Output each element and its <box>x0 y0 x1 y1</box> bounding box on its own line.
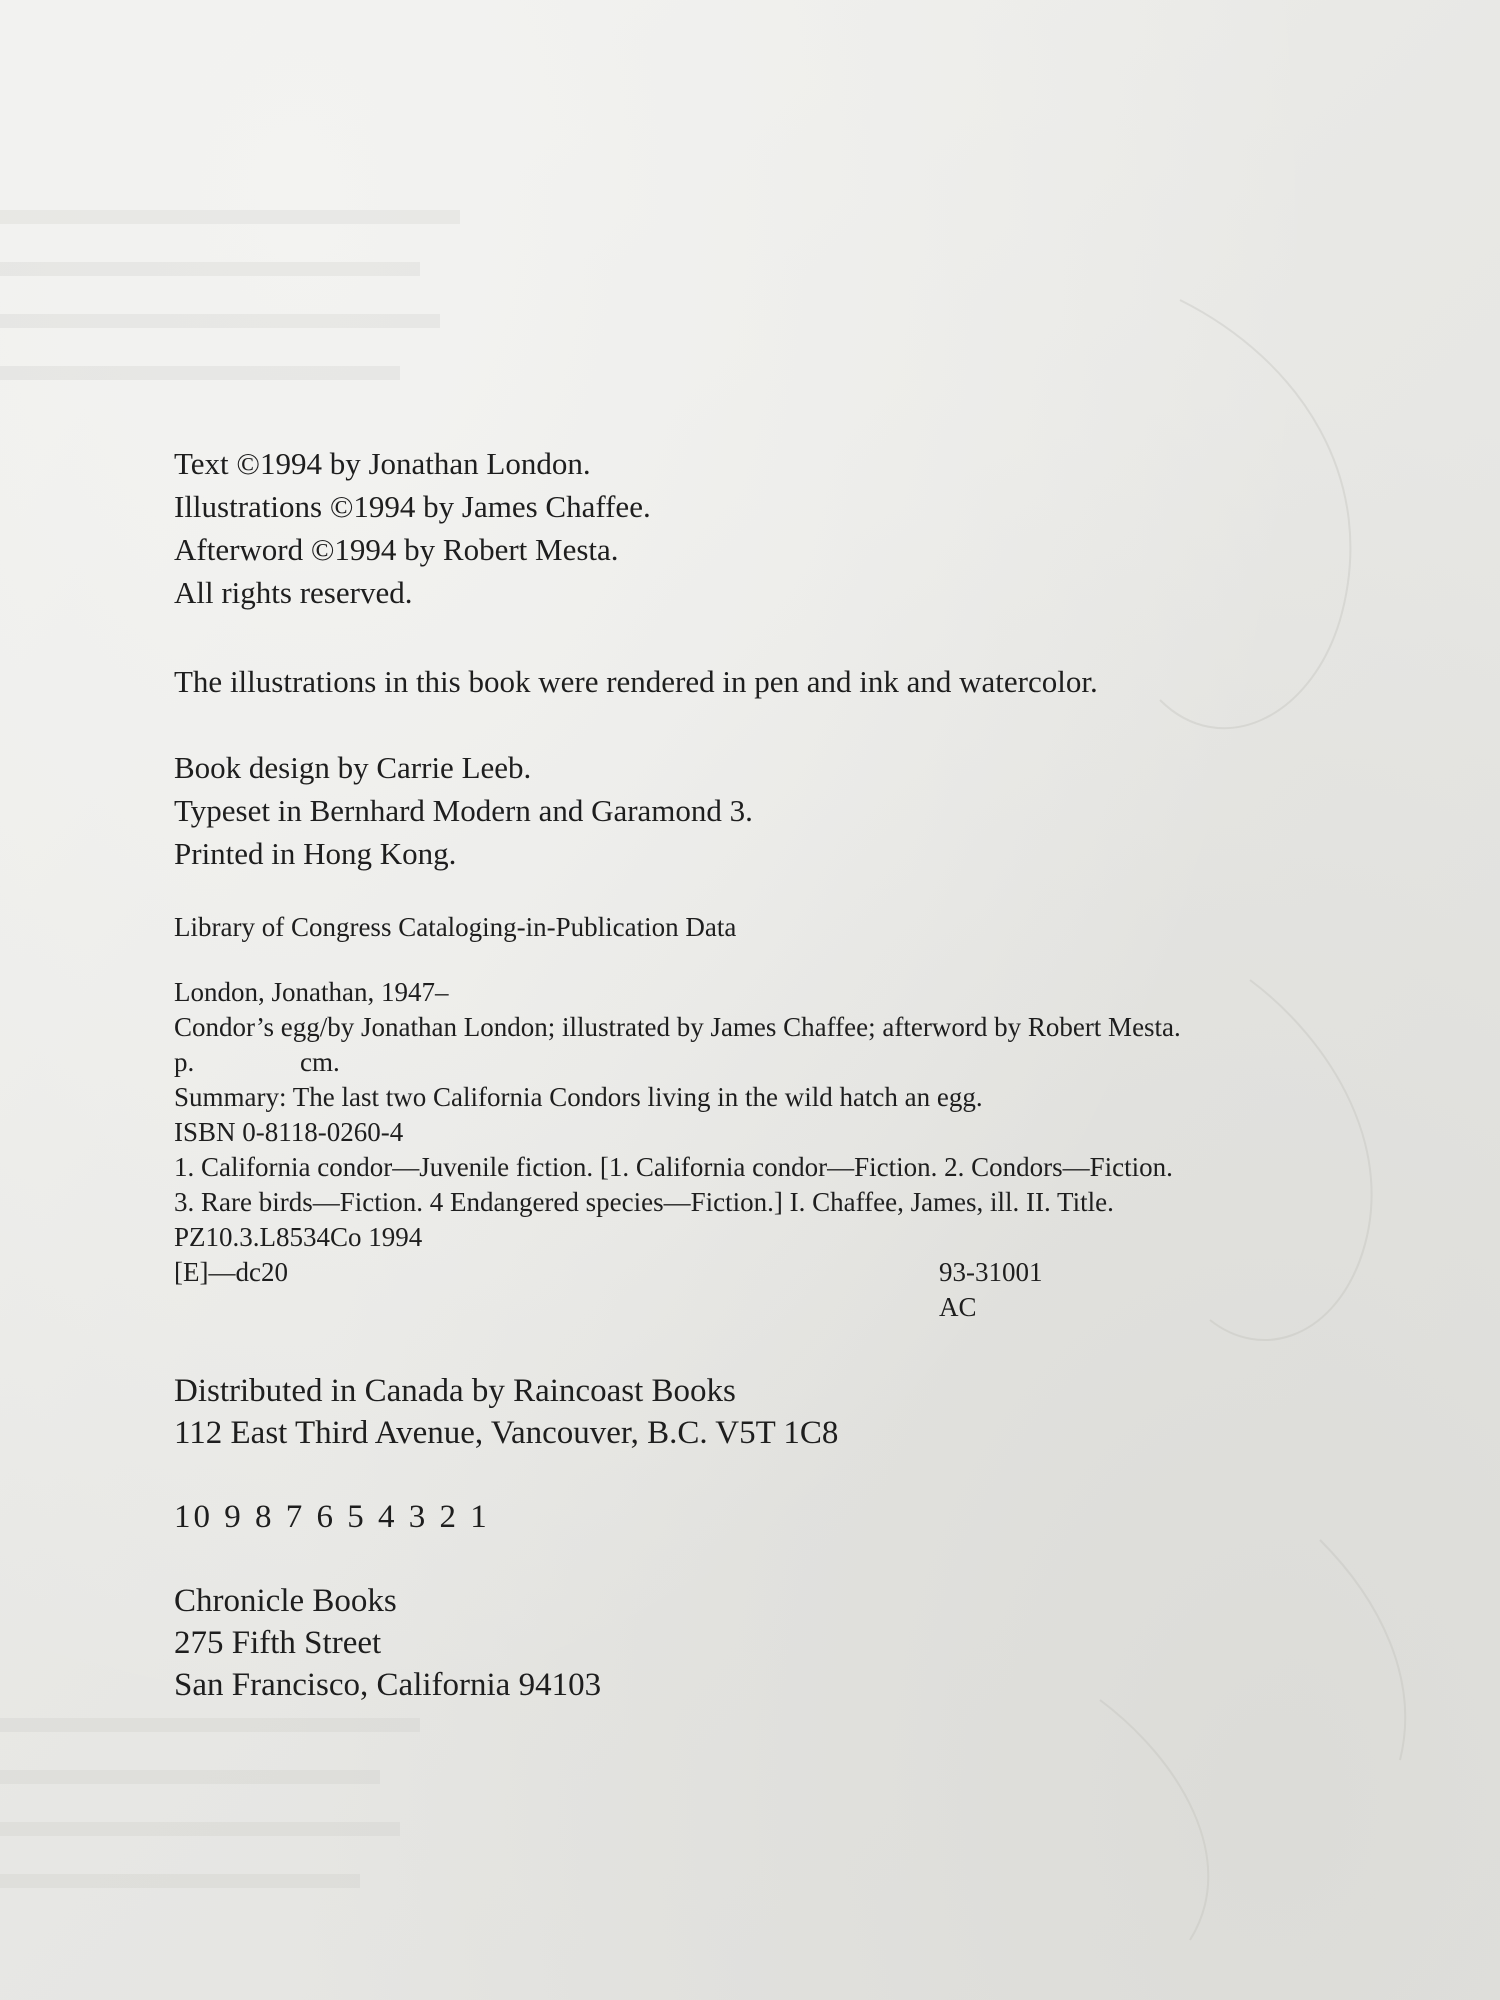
cip-classification: PZ10.3.L8534Co 1994 <box>174 1222 423 1252</box>
publisher-line: Chronicle Books <box>174 1583 397 1619</box>
cip-dewey: [E]—dc20 <box>174 1257 288 1287</box>
publisher-address <box>174 1580 601 1706</box>
printing-line <box>174 1496 490 1538</box>
cip-dewey-row <box>174 1255 1181 1290</box>
canada-distribution <box>174 1370 838 1454</box>
cip-author: London, Jonathan, 1947– <box>174 977 449 1007</box>
cip-pages: p. <box>174 1047 195 1077</box>
production-line: Book design by Carrie Leeb. <box>174 750 532 785</box>
production-credits <box>174 746 753 875</box>
production-line: Printed in Hong Kong. <box>174 836 457 871</box>
copyright-notice <box>174 442 651 614</box>
publisher-line: 275 Fifth Street <box>174 1625 382 1661</box>
cip-cm: cm. <box>300 1047 340 1077</box>
cip-ac-row <box>174 1290 1181 1325</box>
cip-ac: AC <box>939 1292 977 1322</box>
cip-isbn: ISBN 0-8118-0260-4 <box>174 1117 404 1147</box>
copyright-line: Afterword ©1994 by Robert Mesta. <box>174 532 619 567</box>
cip-subjects: 1. California condor—Juvenile fiction. [1. California condor—Fiction. 2. Condors—Fiction. <box>174 1152 1173 1182</box>
copyright-line: Text ©1994 by Jonathan London. <box>174 446 591 481</box>
publisher-line: San Francisco, California 94103 <box>174 1667 602 1703</box>
copyright-line: Illustrations ©1994 by James Chaffee. <box>174 489 651 524</box>
distribution-line: Distributed in Canada by Raincoast Books <box>174 1373 736 1409</box>
illustration-medium-note <box>174 660 1098 703</box>
medium-note-text: The illustrations in this book were rendered in pen and ink and watercolor. <box>174 664 1098 699</box>
cip-record <box>174 975 1181 1325</box>
cip-title: Condor’s egg/by Jonathan London; illustrated by James Chaffee; afterword by Robert Mesta. <box>174 1012 1181 1042</box>
copyright-line: All rights reserved. <box>174 575 413 610</box>
cip-subjects: 3. Rare birds—Fiction. 4 Endangered species—Fiction.] I. Chaffee, James, ill. II. Title. <box>174 1187 1114 1217</box>
production-line: Typeset in Bernhard Modern and Garamond 3. <box>174 793 753 828</box>
printing-line-text: 10 9 8 7 6 5 4 3 2 1 <box>174 1499 490 1535</box>
cip-heading-text: Library of Congress Cataloging-in-Publication Data <box>174 912 737 942</box>
distribution-line: 112 East Third Avenue, Vancouver, B.C. V5T 1C8 <box>174 1415 839 1451</box>
cip-heading <box>174 910 736 945</box>
cip-summary: Summary: The last two California Condors living in the wild hatch an egg. <box>174 1082 983 1112</box>
cip-card-number: 93-31001 <box>939 1257 1043 1287</box>
cip-physical-description <box>174 1045 1181 1080</box>
